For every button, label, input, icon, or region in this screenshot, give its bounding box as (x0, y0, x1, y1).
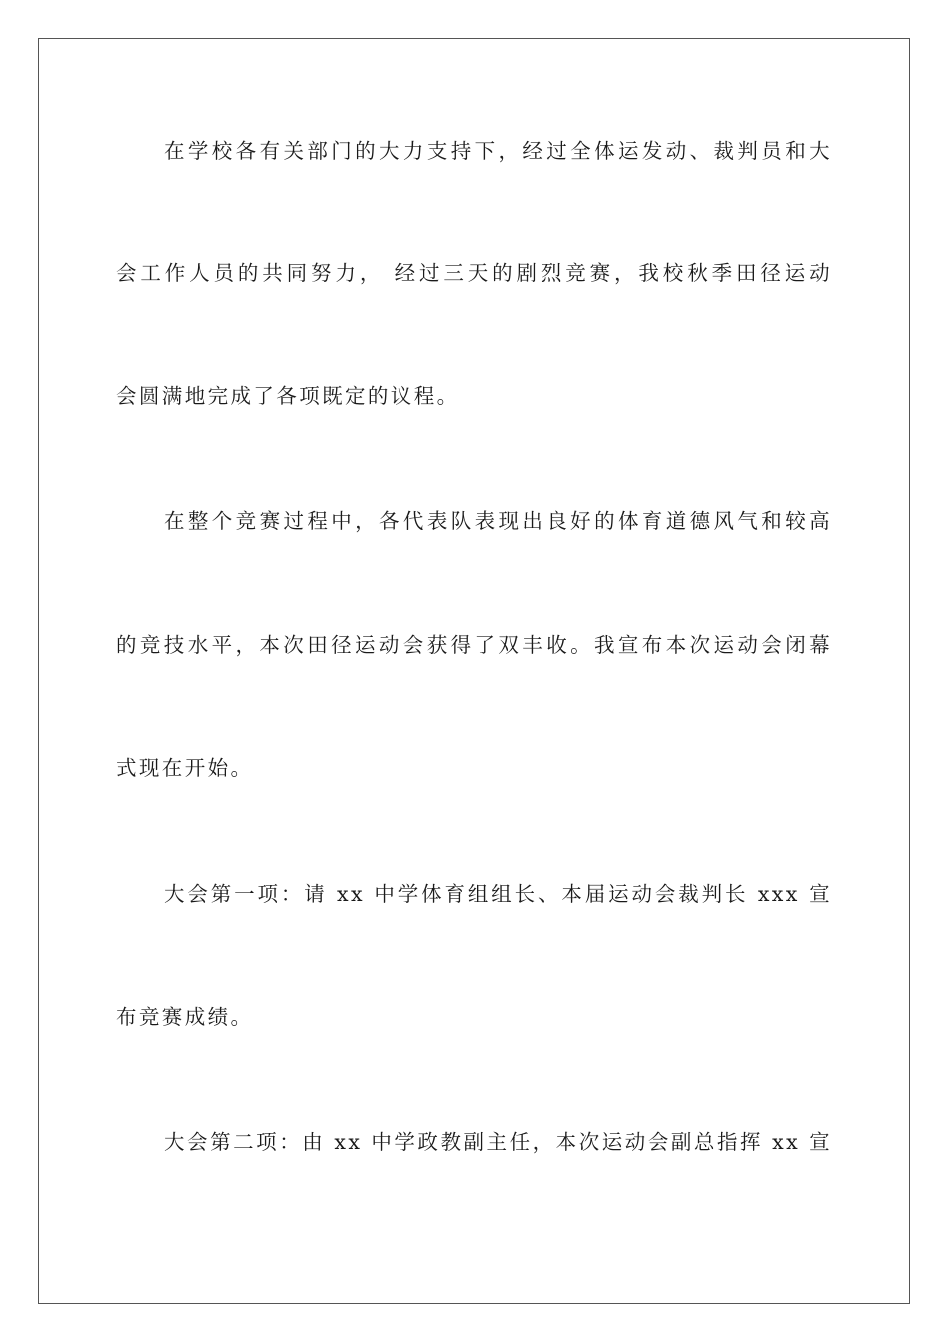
paragraph-3-line-2: 布竞赛成绩。 (116, 1005, 254, 1029)
paragraph-3-line-1: 大会第一项：请 xx 中学体育组组长、本届运动会裁判长 xxx 宣 (164, 882, 832, 906)
paragraph-2-line-3: 式现在开始。 (116, 756, 254, 780)
paragraph-2-line-2: 的竞技水平，本次田径运动会获得了双丰收。我宣布本次运动会闭幕 (116, 633, 832, 657)
paragraph-1-line-1: 在学校各有关部门的大力支持下，经过全体运发动、裁判员和大 (164, 139, 832, 163)
paragraph-4-line-1: 大会第二项：由 xx 中学政教副主任，本次运动会副总指挥 xx 宣 (164, 1130, 832, 1154)
paragraph-1-line-3: 会圆满地完成了各项既定的议程。 (116, 384, 460, 408)
page-border (38, 38, 910, 1304)
paragraph-1-line-2: 会工作人员的共同努力， 经过三天的剧烈竞赛，我校秋季田径运动 (116, 261, 832, 285)
paragraph-2-line-1: 在整个竞赛过程中，各代表队表现出良好的体育道德风气和较高 (164, 509, 832, 533)
